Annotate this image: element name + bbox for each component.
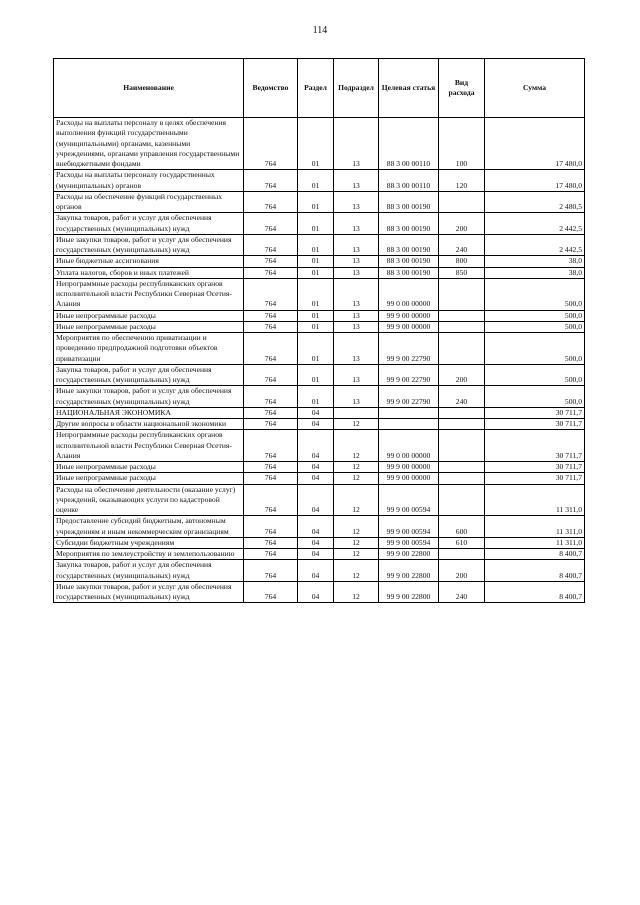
row-type (439, 321, 485, 332)
row-subsection: 13 (334, 386, 379, 408)
row-subsection: 13 (334, 170, 379, 192)
row-subsection: 12 (334, 537, 379, 548)
row-sum: 30 711,7 (485, 462, 585, 473)
row-sum: 8 400,7 (485, 549, 585, 560)
row-section: 01 (298, 213, 334, 235)
row-name: Расходы на выплаты персоналу государственных (муниципальных) органов (54, 170, 244, 192)
row-section: 01 (298, 118, 334, 170)
row-sum: 2 442,5 (485, 213, 585, 235)
row-section: 01 (298, 256, 334, 267)
row-department: 764 (244, 267, 298, 278)
row-sum: 500,0 (485, 321, 585, 332)
table-row (54, 234, 585, 256)
row-name: Закупка товаров, работ и услуг для обеспечения государственных (муниципальных) нужд (54, 213, 244, 235)
row-department: 764 (244, 170, 298, 192)
row-sum: 11 311,0 (485, 537, 585, 548)
row-target: 99 9 00 22790 (379, 333, 439, 365)
row-target: 88 3 00 00190 (379, 234, 439, 256)
row-target: 99 9 00 00594 (379, 537, 439, 548)
row-department: 764 (244, 430, 298, 462)
header-subsection: Подраздел (334, 59, 379, 118)
row-subsection: 12 (334, 430, 379, 462)
row-subsection: 13 (334, 267, 379, 278)
row-type (439, 484, 485, 516)
row-name: Мероприятия по землеустройству и землепользованию (54, 549, 244, 560)
row-name: Субсидии бюджетным учреждениям (54, 537, 244, 548)
row-name: Мероприятия по обеспечению приватизации и проведению предпродажной подготовки объектов приватизации (54, 333, 244, 365)
row-department: 764 (244, 462, 298, 473)
row-subsection: 13 (334, 321, 379, 332)
row-section: 04 (298, 560, 334, 582)
header-department: Ведомство (244, 59, 298, 118)
table-row (54, 386, 585, 408)
row-department: 764 (244, 549, 298, 560)
table-row (54, 321, 585, 332)
row-sum: 8 400,7 (485, 581, 585, 603)
row-sum: 500,0 (485, 333, 585, 365)
table-row (54, 267, 585, 278)
row-sum: 500,0 (485, 386, 585, 408)
table-row (54, 473, 585, 484)
table-row (54, 191, 585, 213)
row-type: 100 (439, 118, 485, 170)
row-sum: 11 311,0 (485, 516, 585, 538)
row-section: 01 (298, 321, 334, 332)
row-type (439, 419, 485, 430)
row-department: 764 (244, 560, 298, 582)
row-target: 99 0 00 00000 (379, 278, 439, 310)
row-name: Расходы на обеспечение деятельности (оказание услуг) учреждений, оказывающих услуги по кадастровой оценке (54, 484, 244, 516)
table-header-row (54, 59, 585, 118)
header-name: Наименование (54, 59, 244, 118)
row-sum: 30 711,7 (485, 430, 585, 462)
row-type (439, 549, 485, 560)
row-name: Иные бюджетные ассигнования (54, 256, 244, 267)
header-type: Вид расхода (439, 59, 485, 118)
row-type (439, 430, 485, 462)
row-subsection: 13 (334, 256, 379, 267)
row-department: 764 (244, 419, 298, 430)
row-section: 04 (298, 473, 334, 484)
row-subsection: 13 (334, 333, 379, 365)
row-type: 200 (439, 213, 485, 235)
row-section: 04 (298, 419, 334, 430)
row-type (439, 333, 485, 365)
row-target: 99 0 00 00000 (379, 430, 439, 462)
row-name: НАЦИОНАЛЬНАЯ ЭКОНОМИКА (54, 407, 244, 418)
table-row (54, 213, 585, 235)
row-type: 240 (439, 581, 485, 603)
row-sum: 8 400,7 (485, 560, 585, 582)
row-target: 88 3 00 00190 (379, 267, 439, 278)
row-section: 04 (298, 462, 334, 473)
row-subsection: 12 (334, 462, 379, 473)
row-department: 764 (244, 321, 298, 332)
row-section: 01 (298, 364, 334, 386)
row-department: 764 (244, 333, 298, 365)
row-subsection: 12 (334, 419, 379, 430)
row-target: 99 9 00 00000 (379, 473, 439, 484)
row-department: 764 (244, 516, 298, 538)
row-name: Иные закупки товаров, работ и услуг для обеспечения государственных (муниципальных) нужд (54, 234, 244, 256)
row-section: 04 (298, 407, 334, 418)
row-sum: 38,0 (485, 256, 585, 267)
row-sum: 11 311,0 (485, 484, 585, 516)
table-row (54, 560, 585, 582)
row-department: 764 (244, 364, 298, 386)
budget-table (53, 58, 585, 603)
header-sum: Сумма (485, 59, 585, 118)
row-target: 88 3 00 00190 (379, 213, 439, 235)
row-department: 764 (244, 386, 298, 408)
row-section: 04 (298, 516, 334, 538)
row-type (439, 473, 485, 484)
table-row (54, 278, 585, 310)
row-name: Другие вопросы в области национальной экономики (54, 419, 244, 430)
row-name: Иные непрограммные расходы (54, 310, 244, 321)
row-section: 04 (298, 484, 334, 516)
row-department: 764 (244, 581, 298, 603)
table-row (54, 419, 585, 430)
row-subsection: 12 (334, 484, 379, 516)
row-target: 99 9 00 00594 (379, 484, 439, 516)
row-section: 04 (298, 581, 334, 603)
row-target: 99 9 00 22800 (379, 549, 439, 560)
row-target (379, 407, 439, 418)
row-subsection: 13 (334, 234, 379, 256)
row-type (439, 462, 485, 473)
row-department: 764 (244, 118, 298, 170)
row-subsection (334, 407, 379, 418)
row-section: 01 (298, 191, 334, 213)
row-subsection: 13 (334, 191, 379, 213)
table-body (54, 118, 585, 603)
row-target: 88 3 00 00110 (379, 170, 439, 192)
row-name: Иные закупки товаров, работ и услуг для обеспечения государственных (муниципальных) нужд (54, 581, 244, 603)
table-row (54, 549, 585, 560)
row-type: 200 (439, 364, 485, 386)
table-row (54, 118, 585, 170)
row-name: Иные непрограммные расходы (54, 462, 244, 473)
row-target: 99 9 00 00000 (379, 321, 439, 332)
row-target: 99 9 00 00000 (379, 310, 439, 321)
row-type: 610 (439, 537, 485, 548)
row-type: 240 (439, 386, 485, 408)
row-type (439, 278, 485, 310)
row-name: Расходы на выплаты персоналу в целях обеспечения выполнения функций государственными (муниципальными) органами, казенными учреждениями, органами управления государственными внебюджетными фондами (54, 118, 244, 170)
row-target: 99 9 00 00000 (379, 462, 439, 473)
row-sum: 500,0 (485, 310, 585, 321)
row-subsection: 13 (334, 118, 379, 170)
row-sum: 38,0 (485, 267, 585, 278)
row-sum: 2 442,5 (485, 234, 585, 256)
row-subsection: 12 (334, 560, 379, 582)
row-section: 01 (298, 278, 334, 310)
row-section: 01 (298, 386, 334, 408)
row-subsection: 12 (334, 516, 379, 538)
row-name: Иные непрограммные расходы (54, 473, 244, 484)
row-type (439, 310, 485, 321)
row-section: 01 (298, 333, 334, 365)
row-type (439, 191, 485, 213)
row-target: 88 3 00 00110 (379, 118, 439, 170)
row-department: 764 (244, 278, 298, 310)
row-target: 99 9 00 22790 (379, 364, 439, 386)
row-name: Уплата налогов, сборов и иных платежей (54, 267, 244, 278)
row-type: 120 (439, 170, 485, 192)
row-name: Иные непрограммные расходы (54, 321, 244, 332)
row-target: 88 3 00 00190 (379, 191, 439, 213)
row-type: 600 (439, 516, 485, 538)
row-department: 764 (244, 473, 298, 484)
row-target: 99 9 00 22800 (379, 581, 439, 603)
row-target: 99 9 00 00594 (379, 516, 439, 538)
row-department: 764 (244, 256, 298, 267)
row-sum: 30 711,7 (485, 419, 585, 430)
row-subsection: 13 (334, 310, 379, 321)
row-department: 764 (244, 310, 298, 321)
row-target (379, 419, 439, 430)
row-section: 01 (298, 170, 334, 192)
row-sum: 30 711,7 (485, 407, 585, 418)
row-section: 04 (298, 430, 334, 462)
table-row (54, 364, 585, 386)
row-sum: 17 480,0 (485, 170, 585, 192)
row-sum: 500,0 (485, 278, 585, 310)
table-row (54, 310, 585, 321)
row-target: 99 9 00 22800 (379, 560, 439, 582)
row-name: Непрограммные расходы республиканских органов исполнительной власти Республики Северная Осетия-Алания (54, 278, 244, 310)
table-row (54, 407, 585, 418)
row-department: 764 (244, 191, 298, 213)
table-row (54, 170, 585, 192)
table-row (54, 430, 585, 462)
row-name: Закупка товаров, работ и услуг для обеспечения государственных (муниципальных) нужд (54, 560, 244, 582)
row-type: 240 (439, 234, 485, 256)
table-row (54, 537, 585, 548)
page-number: 114 (312, 25, 328, 36)
row-name: Закупка товаров, работ и услуг для обеспечения государственных (муниципальных) нужд (54, 364, 244, 386)
table-row (54, 484, 585, 516)
row-department: 764 (244, 537, 298, 548)
table-row (54, 333, 585, 365)
row-type: 800 (439, 256, 485, 267)
row-section: 01 (298, 234, 334, 256)
row-target: 88 3 00 00190 (379, 256, 439, 267)
row-sum: 30 711,7 (485, 473, 585, 484)
row-department: 764 (244, 234, 298, 256)
row-section: 04 (298, 537, 334, 548)
row-department: 764 (244, 407, 298, 418)
row-subsection: 13 (334, 213, 379, 235)
row-sum: 17 480,0 (485, 118, 585, 170)
row-target: 99 9 00 22790 (379, 386, 439, 408)
header-section: Раздел (298, 59, 334, 118)
table-row (54, 256, 585, 267)
table-row (54, 516, 585, 538)
row-section: 01 (298, 267, 334, 278)
row-name: Предоставление субсидий бюджетным, автономным учреждениям и иным некоммерческим организациям (54, 516, 244, 538)
row-type: 850 (439, 267, 485, 278)
row-sum: 500,0 (485, 364, 585, 386)
row-type: 200 (439, 560, 485, 582)
row-subsection: 13 (334, 364, 379, 386)
row-section: 04 (298, 549, 334, 560)
row-sum: 2 480,5 (485, 191, 585, 213)
row-type (439, 407, 485, 418)
row-name: Расходы на обеспечение функций государственных органов (54, 191, 244, 213)
row-subsection: 12 (334, 549, 379, 560)
row-section: 01 (298, 310, 334, 321)
row-name: Иные закупки товаров, работ и услуг для обеспечения государственных (муниципальных) нужд (54, 386, 244, 408)
table-row (54, 462, 585, 473)
row-subsection: 13 (334, 278, 379, 310)
row-department: 764 (244, 484, 298, 516)
row-department: 764 (244, 213, 298, 235)
row-name: Непрограммные расходы республиканских органов исполнительной власти Республики Северная Осетия-Алания (54, 430, 244, 462)
header-target: Целевая статья (379, 59, 439, 118)
row-subsection: 12 (334, 473, 379, 484)
row-subsection: 12 (334, 581, 379, 603)
table-row (54, 581, 585, 603)
